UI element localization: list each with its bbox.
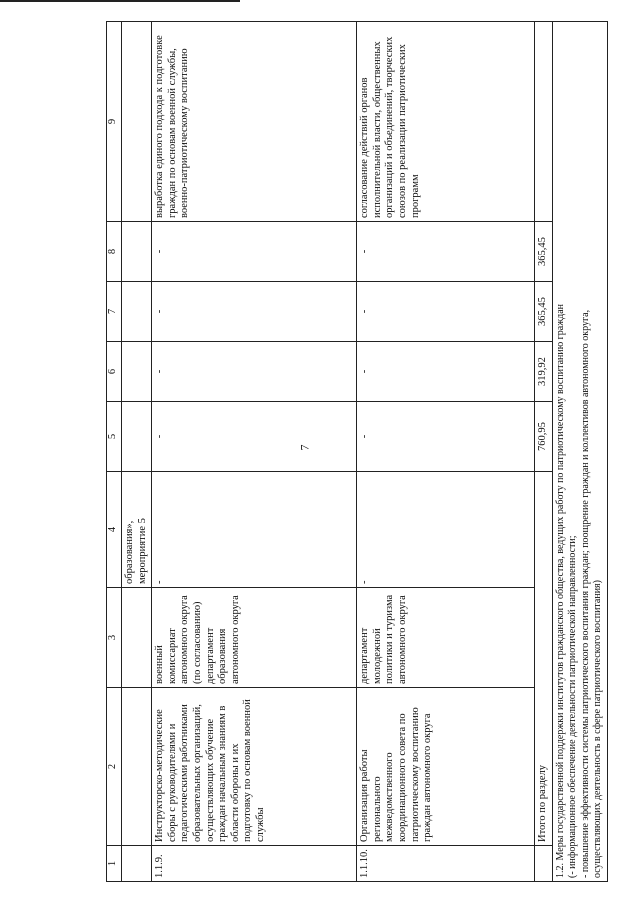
total-value: 760,95 (535, 402, 553, 472)
col-header: 7 (107, 282, 122, 342)
total-value: 365,45 (535, 282, 553, 342)
col-header: 2 (107, 688, 122, 846)
row-source: - (357, 472, 535, 588)
col-header: 4 (107, 472, 122, 588)
section-note: осуществляющих деятельность в сфере патриотического воспитания) (592, 580, 604, 878)
program-table (106, 21, 608, 882)
row-source: - (152, 472, 357, 588)
section-note: - повышение эффективности системы патриотического воспитания граждан; поощрение граждан и коллективов автономного округа, (579, 309, 591, 878)
col-header: 5 (107, 402, 122, 472)
row-value: - (152, 342, 357, 402)
row-value: - (152, 222, 357, 282)
col-header: 9 (107, 22, 122, 222)
row-name: Организация работы регионального межведомственного координационного совета по патриотическому воспитанию граждан автономного округа (357, 688, 535, 846)
row-result: согласование действий органов исполнительной власти, общественных организаций и объединений, творческих союзов по реализации патриотических программ (357, 22, 535, 222)
col-header: 1 (107, 846, 122, 882)
page-number: 7 (297, 444, 312, 451)
row-number: 1.1.9. (152, 846, 357, 882)
row-executor: военный комиссариат автономного округа (по согласованию) департамент образования автономного округа (152, 588, 357, 688)
row-value: - (357, 282, 535, 342)
total-value: 365,45 (535, 222, 553, 282)
row-number: 1.1.10. (357, 846, 535, 882)
row-value: - (357, 402, 535, 472)
section-note: (- информационное обеспечение деятельности патриотической направленности; (567, 535, 579, 878)
col-header: 3 (107, 588, 122, 688)
total-row (535, 22, 553, 882)
col-header: 6 (107, 342, 122, 402)
continuation-text: образования», мероприятие 5 (122, 472, 152, 588)
col-header: 8 (107, 222, 122, 282)
total-label: Итого по разделу (535, 472, 553, 846)
row-name: Инструкторско-методические сборы с руководителями и педагогическими работниками образовательных организаций, осуществляющих обучение граждан начальным знаниям в области обороны и их подготовку по основам военной службы (152, 688, 357, 846)
top-rule (0, 0, 240, 2)
continuation-row (122, 22, 152, 882)
row-result: выработка единого подхода к подготовке граждан по основам военной службы, военно-патриотическому воспитанию (152, 22, 357, 222)
row-value: - (357, 342, 535, 402)
total-value: 319,92 (535, 342, 553, 402)
row-executor: департамент молодежной политики и туризма автономного округа (357, 588, 535, 688)
section-heading: 1.2. Меры государственной поддержки институтов гражданского общества, ведущих работу по патриотическому воспитанию граждан (554, 303, 566, 878)
row-value: - (357, 222, 535, 282)
row-value: - (152, 402, 357, 472)
header-row (107, 22, 122, 882)
row-value: - (152, 282, 357, 342)
table-row (357, 22, 535, 882)
section-footer-row (552, 22, 607, 882)
rotated-table-page (106, 22, 604, 882)
table-row (152, 22, 357, 882)
